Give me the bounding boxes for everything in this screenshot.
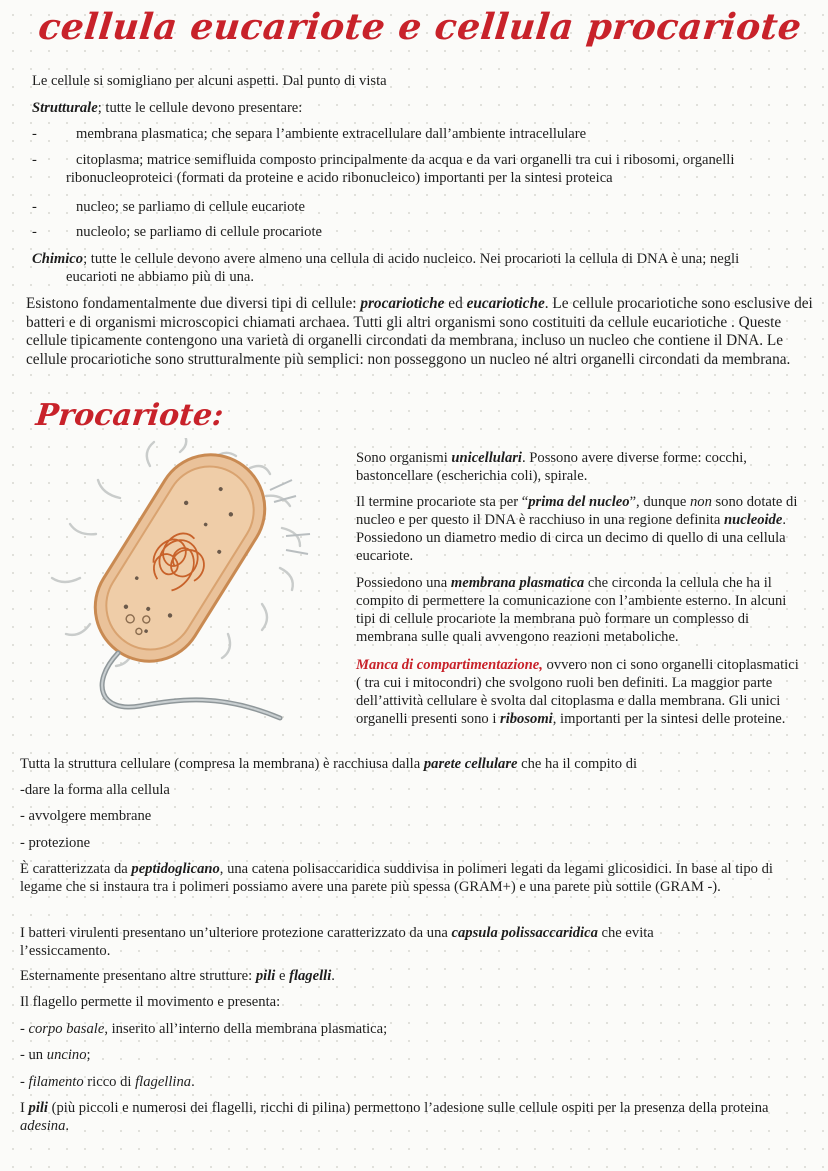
peptidoglicano-paragraph: È caratterizzata da peptidoglicano, una catena polisaccaridica suddivisa in polimeri legati da legami glicosidici. In base al tipo di legame che si instaura tra i polimeri possiamo avere una parete più spessa (GRAM+) e una parete più sottile (GRAM -). <box>20 861 773 895</box>
strutture-esterne-line: Esternamente presentano altre strutture: pili e flagelli. <box>20 968 335 984</box>
list-item: nucleo; se parliamo di cellule eucariote <box>76 199 305 215</box>
pili-paragraph: I pili (più piccoli e numerosi dei flagelli, ricchi di pilina) permettono l’adesione sulle cellule ospiti per la presenza della proteina adesina. <box>20 1100 769 1134</box>
chimico-text: ; tutte le cellule devono avere almeno una cellula di acido nucleico. Nei procarioti la cellula di DNA è una; negli <box>83 251 740 267</box>
list-dash: - <box>32 224 37 240</box>
parete-item: - avvolgere membrane <box>20 808 152 824</box>
list-dash: - <box>32 152 37 168</box>
capsula-paragraph: I batteri virulenti presentano un’ulteriore protezione caratterizzato da una capsula polissaccaridica che evita l’essiccamento. <box>20 925 654 959</box>
unicellulari-paragraph: Sono organismi unicellulari. Possono avere diverse forme: cocchi, bastoncellare (escherichia coli), spirale. <box>356 450 747 484</box>
procariote-heading: Procariote: <box>34 398 226 433</box>
parete-intro: Tutta la struttura cellulare (compresa la membrana) è racchiusa dalla parete cellulare che ha il compito di <box>20 756 638 772</box>
flagello-item: - un uncino; <box>20 1047 91 1063</box>
list-item: membrana plasmatica; che separa l’ambiente extracellulare dall’ambiente intracellulare <box>76 126 587 142</box>
list-item: nucleolo; se parliamo di cellule procariote <box>76 224 322 240</box>
list-dash: - <box>32 199 37 215</box>
list-item: citoplasma; matrice semifluida composto principalmente da acqua e da vari organelli tra cui i ribosomi, organelli <box>76 152 735 168</box>
strutturale-line <box>32 99 302 117</box>
parete-item: -dare la forma alla cellula <box>20 782 170 798</box>
bacteria-illustration <box>30 438 340 738</box>
flagello-item: - corpo basale, inserito all’interno della membrana plasmatica; <box>20 1021 388 1037</box>
intro-text: Le cellule si somigliano per alcuni aspetti. Dal punto di vista <box>32 73 387 89</box>
prima-nucleo-paragraph: Il termine procariote sta per “prima del nucleo”, dunque non sono dotate di nucleo e per questo il DNA è racchiuso in una regione definita nucleoide. Possiedono un diametro medio di circa un decimo di quello di una cellula eucariote. <box>356 494 798 564</box>
flagello-intro: Il flagello permette il movimento e presenta: <box>20 994 281 1010</box>
cell-body-icon <box>75 438 285 682</box>
strutturale-label: Strutturale <box>32 100 98 116</box>
flagello-item: - filamento ricco di flagellina. <box>20 1074 195 1090</box>
chimico-continuation: eucarioti ne abbiamo più di una. <box>66 269 255 285</box>
list-dash: - <box>32 126 37 142</box>
fimbriae-icon <box>270 480 310 554</box>
esistono-paragraph: Esistono fondamentalmente due diversi tipi di cellule: procariotiche ed eucariotiche. Le cellule procariotiche sono esclusive dei batteri e di organismi microscopici chiamati archaea. Tutti gli altri organismi sono costituiti da cellule eucariotiche . Queste cellule tipicamente contengono una varietà di organelli circondati da membrana, incluso un nucleo che contiene il DNA. Le cellule procariotiche sono strutturalmente più semplici: non posseggono un nucleo né altri organelli circondati da membrana. <box>26 295 813 369</box>
compartimentazione-paragraph: Manca di compartimentazione, ovvero non ci sono organelli citoplasmatici ( tra cui i mitocondri) che svolgono ruoli ben definiti. La maggior parte dell’attività cellulare è svolta dal citoplasma e dalla membrana. Gli unici organelli presenti sono i ribosomi, importanti per la sintesi delle proteine. <box>356 657 799 727</box>
strutturale-text: ; tutte le cellule devono presentare: <box>97 100 303 116</box>
chimico-label: Chimico <box>32 251 84 267</box>
chimico-line <box>32 250 822 268</box>
page-title: cellula eucariote e cellula procariote <box>36 6 804 48</box>
parete-item: - protezione <box>20 835 91 851</box>
list-item-continuation: ribonucleoproteici (formati da proteine e acido ribonucleico) importanti per la sintesi proteica <box>66 170 613 186</box>
membrana-paragraph: Possiedono una membrana plasmatica che circonda la cellula che ha il compito di permettere la comunicazione con l’ambiente esterno. In alcuni tipi di cellule procariote la membrana può formare un complesso di membrana sulle quali avvengono reazioni metaboliche. <box>356 575 787 645</box>
